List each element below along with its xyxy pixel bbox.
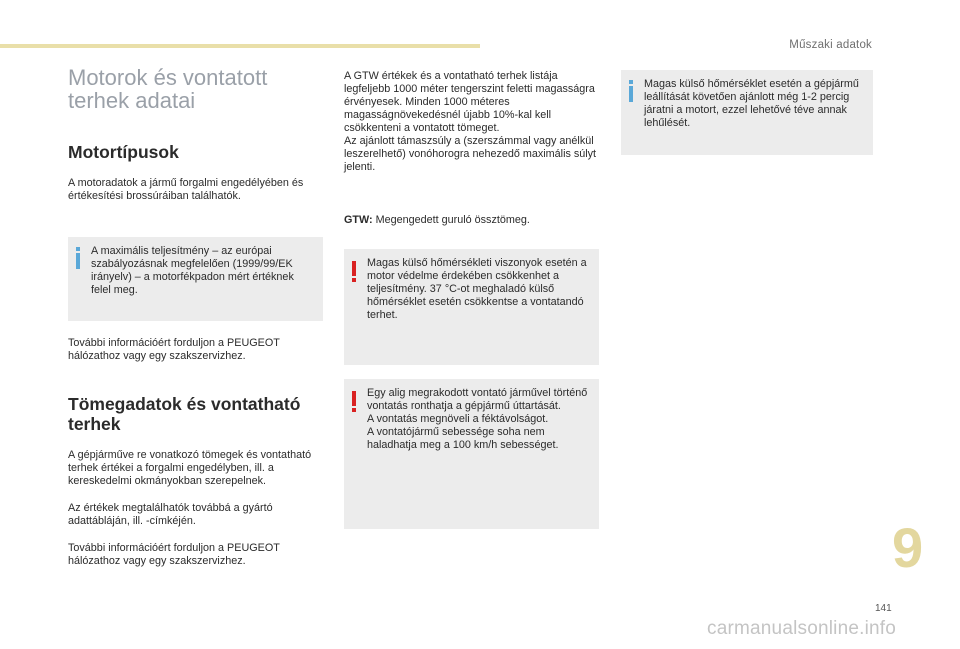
watermark: carmanualsonline.info (707, 618, 897, 639)
info-box-text: A maximális teljesítmény – az európai szabályozásnak megfelelően (1999/99/EK irányelv) – a motorfékpadon mért értéknek felel meg. (91, 245, 294, 296)
info-box-engine-cooling (621, 70, 873, 155)
warning-towing-line2: A vontatás megnöveli a féktávolságot. (367, 413, 549, 425)
warning-box-text: Magas külső hőmérsékleti viszonyok esetén a motor védelme érdekében csökkenhet a teljesítmény. 37 °C-ot meghaladó külső hőmérséklet esetén csökkentse a vontatandó terhet. (367, 257, 587, 321)
info-icon (76, 247, 80, 269)
page-number: 141 (875, 603, 892, 614)
engine-types-heading: Motortípusok (68, 142, 179, 162)
info-icon (629, 80, 633, 102)
gtw-label: GTW: (344, 214, 373, 226)
chapter-title: Műszaki adatok (789, 39, 872, 51)
weights-heading-line1: Tömegadatok és vontatható (68, 394, 301, 414)
warning-towing-line1: Egy alig megrakodott vontató járművel történő vontatás ronthatja a gépjármű úttartását. (367, 387, 588, 412)
chapter-number: 9 (892, 516, 924, 579)
right-column (621, 70, 873, 155)
weights-heading (68, 394, 323, 434)
header-accent-bar (0, 44, 480, 48)
towbar-load-text: Az ajánlott támaszsúly a (szerszámmal vagy anélkül leszerelhető) vonóhorogra nehezedő maximális súlyt jelenti. (344, 135, 597, 173)
info-box-cooling-text: Magas külső hőmérséklet esetén a gépjármű leállítását követően ajánlott még 1-2 percig járatni a motort, ezzel lehetővé téve annak lehűlését. (644, 78, 859, 129)
warning-box-high-temp (344, 249, 599, 365)
weights-heading-line2: terhek (68, 414, 121, 434)
gtw-definition (344, 214, 599, 227)
page-title-line1: Motorok és vontatott (68, 65, 268, 90)
page-title-line2: terhek adatai (68, 88, 196, 113)
warning-icon (352, 391, 356, 411)
warning-box-towing (344, 379, 599, 529)
weights-text: A gépjárműve re vonatkozó tömegek és vontatható terhek értékei a forgalmi engedélyben, ill. a kereskedelmi okmányokban szerepelnek. (68, 449, 312, 487)
page-title (68, 66, 323, 112)
engine-types-text: A motoradatok a jármű forgalmi engedélyében és értékesítési brossúráiban találhatók. (68, 177, 304, 202)
gtw-definition-text: Megengedett guruló össztömeg. (372, 214, 530, 226)
left-column (68, 66, 323, 568)
plate-text: Az értékek megtalálhatók továbbá a gyártó adattábláján, ill. -címkéjén. (68, 502, 273, 527)
warning-box-towing-text (367, 387, 591, 452)
warning-towing-line3: A vontatójármű sebessége soha nem haladhatja meg a 100 km/h sebességet. (367, 426, 559, 451)
further-info-text-2: További információért forduljon a PEUGEOT hálózathoz vagy egy szakszervizhez. (68, 542, 280, 567)
gtw-values-text: A GTW értékek és a vontatható terhek listája legfeljebb 1000 méter tengerszint feletti magasságra érvényesek. Minden 1000 méteres magasságnövekedésnél újabb 10%-kal kell csökkenteni a vontatott tömeget. (344, 70, 595, 134)
info-box-max-power (68, 237, 323, 321)
middle-column (344, 70, 599, 529)
further-info-text: További információért forduljon a PEUGEOT hálózathoz vagy egy szakszervizhez. (68, 337, 280, 362)
warning-icon (352, 261, 356, 281)
